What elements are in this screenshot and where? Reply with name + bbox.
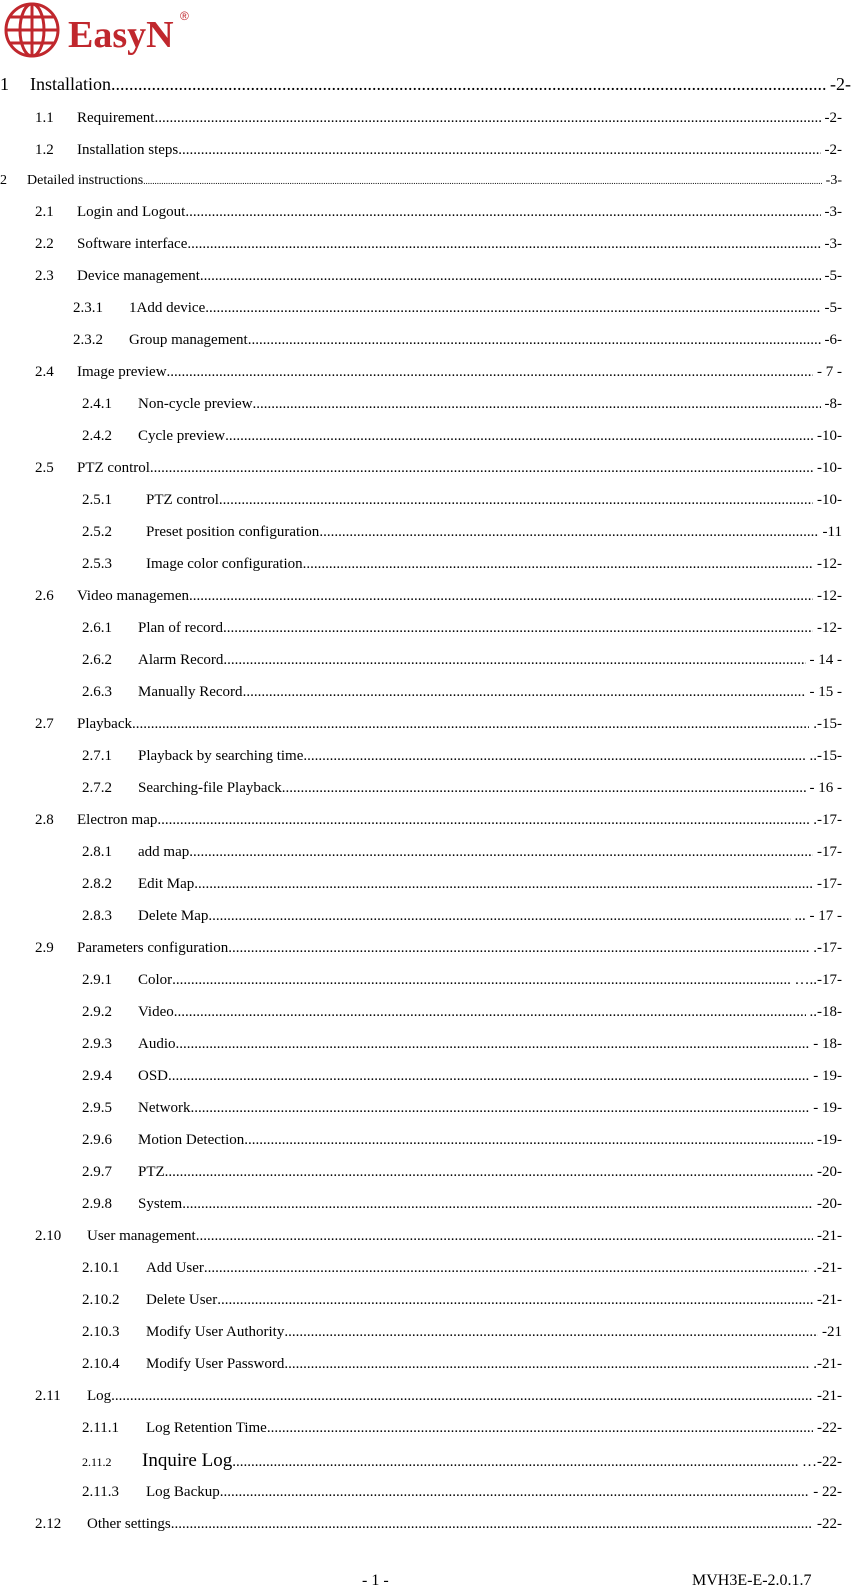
toc-entry-page: .-17- <box>813 940 842 956</box>
toc-entry-title: 1Add device <box>129 300 206 316</box>
toc-entry-title: Add User <box>146 1260 204 1276</box>
toc-entry-page: - 19- <box>813 1100 842 1116</box>
toc-entry[interactable] <box>82 1356 842 1373</box>
toc-entry-page: - 22- <box>813 1484 842 1500</box>
toc-entry[interactable] <box>82 1132 842 1149</box>
toc-entry-title: Video managemen <box>77 588 189 604</box>
toc-entry-number: 2.4.1 <box>82 396 112 412</box>
footer-page-number: - 1 - <box>362 1572 389 1589</box>
toc-entry-number: 2.8.1 <box>82 844 112 860</box>
toc-leader-dots <box>267 1420 813 1437</box>
toc-entry-page: -20- <box>817 1196 842 1212</box>
toc-entry-title: Installation steps <box>77 142 179 158</box>
toc-entry-title: OSD <box>138 1068 169 1084</box>
toc-entry-title: Device management <box>77 268 200 284</box>
toc-entry-number: 2.6.3 <box>82 684 112 700</box>
toc-leader-dots <box>232 1454 798 1471</box>
toc-entry[interactable] <box>82 556 842 573</box>
toc-entry-title: Electron map <box>77 812 158 828</box>
toc-entry-title: Delete User <box>146 1292 218 1308</box>
toc-entry-page: -21 <box>822 1324 842 1340</box>
toc-entry-number: 2.5 <box>35 460 54 476</box>
toc-entry-page: - 7 - <box>817 364 842 380</box>
toc-leader-dots <box>178 142 820 159</box>
toc-entry-number: 2.8.2 <box>82 876 112 892</box>
toc-entry-number: 2.8 <box>35 812 54 828</box>
toc-entry-title: Playback <box>77 716 132 732</box>
toc-entry-number: 2.1 <box>35 204 54 220</box>
toc-entry-number: 2 <box>0 173 7 188</box>
toc-entry-number: 2.9.6 <box>82 1132 112 1148</box>
toc-leader-dots <box>111 1388 813 1405</box>
toc-entry[interactable] <box>82 684 842 701</box>
toc-entry-number: 2.9.4 <box>82 1068 112 1084</box>
toc-leader-dots <box>189 844 813 861</box>
toc-entry-title: Inquire Log <box>142 1450 233 1471</box>
toc-entry-page: -12- <box>817 588 842 604</box>
toc-entry-number: 2.5.2 <box>82 524 112 540</box>
toc-entry-number: 2.5.3 <box>82 556 112 572</box>
svg-text:EasyN: EasyN <box>68 14 174 56</box>
toc-entry[interactable] <box>82 1260 842 1277</box>
toc-entry-page: ..-18- <box>809 1004 842 1020</box>
toc-entry-title: PTZ control <box>146 492 219 508</box>
toc-entry-number: 2.7.2 <box>82 780 112 796</box>
toc-entry[interactable] <box>35 110 842 127</box>
toc-entry[interactable] <box>82 428 842 445</box>
toc-leader-dots <box>253 396 821 413</box>
toc-entry-page: -10- <box>817 428 842 444</box>
toc-entry-page: -17- <box>817 844 842 860</box>
toc-entry-page: - 14 - <box>809 652 842 668</box>
toc-entry-page: -12- <box>817 620 842 636</box>
toc-leader-dots <box>284 1356 809 1373</box>
toc-leader-dots <box>204 1260 809 1277</box>
toc-entry-title: Network <box>138 1100 191 1116</box>
toc-entry-page: .-15- <box>813 716 842 732</box>
toc-entry[interactable] <box>82 908 842 925</box>
toc-entry-title: Alarm Record <box>138 652 224 668</box>
toc-leader-dots <box>303 556 813 573</box>
toc-entry-number: 2.11.1 <box>82 1420 119 1436</box>
toc-entry-title: Software interface <box>77 236 188 252</box>
easyn-logo <box>2 0 202 62</box>
toc-entry-title: Edit Map <box>138 876 195 892</box>
toc-entry[interactable] <box>35 812 842 829</box>
toc-entry-title: Manually Record <box>138 684 243 700</box>
toc-entry-page: -2- <box>830 74 851 94</box>
toc-leader-dots <box>165 1164 813 1181</box>
toc-entry[interactable] <box>82 620 842 637</box>
toc-entry-number: 1.1 <box>35 110 54 126</box>
toc-entry-title: add map <box>138 844 190 860</box>
toc-entry-number: 2.11.2 <box>82 1455 112 1469</box>
toc-leader-dots <box>111 74 826 95</box>
toc-entry-page: -22- <box>817 1420 842 1436</box>
svg-text:®: ® <box>180 9 189 23</box>
toc-entry-page: -5- <box>824 268 842 284</box>
toc-entry[interactable] <box>35 204 842 221</box>
toc-entry-number: 2.9.8 <box>82 1196 112 1212</box>
toc-entry-page: -10- <box>817 492 842 508</box>
toc-entry-page: - 18- <box>813 1036 842 1052</box>
toc-entry-number: 2.7 <box>35 716 54 732</box>
toc-entry[interactable] <box>82 844 842 861</box>
toc-entry[interactable] <box>73 300 842 317</box>
toc-entry[interactable] <box>82 524 842 541</box>
toc-entry-page: -6- <box>824 332 842 348</box>
toc-entry-title: Group management <box>129 332 248 348</box>
toc-entry-page: -3- <box>824 236 842 252</box>
toc-entry-title: Motion Detection <box>138 1132 245 1148</box>
toc-entry[interactable] <box>82 780 842 797</box>
toc-entry[interactable] <box>82 492 842 509</box>
toc-entry-title: Modify User Authority <box>146 1324 285 1340</box>
toc-entry-number: 2.9.3 <box>82 1036 112 1052</box>
toc-leader-dots <box>174 1004 806 1021</box>
toc-leader-dots <box>182 1196 813 1213</box>
toc-entry[interactable] <box>82 972 842 989</box>
toc-entry-page: -20- <box>817 1164 842 1180</box>
toc-entry-number: 2.9.1 <box>82 972 112 988</box>
toc-entry-number: 2.12 <box>35 1516 62 1532</box>
toc-entry[interactable] <box>35 1516 842 1533</box>
toc-entry-page: ... - 17 - <box>794 908 842 924</box>
toc-entry-number: 2.6 <box>35 588 54 604</box>
toc-entry-number: 2.9 <box>35 940 54 956</box>
toc-entry-page: -2- <box>824 110 842 126</box>
toc-leader-dots <box>223 620 813 637</box>
toc-entry-number: 2.10.3 <box>82 1324 120 1340</box>
toc-entry-title: Other settings <box>87 1516 171 1532</box>
toc-entry[interactable] <box>82 876 842 893</box>
toc-leader-dots <box>196 1228 813 1245</box>
toc-entry-page: .-17- <box>813 812 842 828</box>
toc-entry-number: 2.7.1 <box>82 748 112 764</box>
toc-leader-dots <box>185 204 820 221</box>
toc-leader-dots <box>172 972 790 989</box>
toc-entry-number: 2.10.1 <box>82 1260 120 1276</box>
toc-entry[interactable] <box>35 268 842 285</box>
toc-leader-dots <box>191 1100 810 1117</box>
toc-entry[interactable] <box>35 142 842 159</box>
toc-leader-dots <box>200 268 821 285</box>
toc-entry-title: Requirement <box>77 110 155 126</box>
toc-leader-dots <box>205 300 820 317</box>
toc-leader-dots <box>223 652 805 669</box>
toc-entry-number: 2.4.2 <box>82 428 112 444</box>
toc-entry-number: 1 <box>0 74 9 94</box>
toc-entry-number: 2.11.3 <box>82 1484 119 1500</box>
toc-leader-dots <box>189 588 813 605</box>
toc-leader-dots <box>319 524 818 541</box>
toc-entry[interactable] <box>82 1036 842 1053</box>
toc-leader-dots <box>143 176 821 186</box>
toc-entry-title: PTZ <box>138 1164 165 1180</box>
toc-entry-title: Delete Map <box>138 908 209 924</box>
toc-entry-page: .-21- <box>813 1356 842 1372</box>
toc-entry[interactable] <box>82 652 842 669</box>
toc-leader-dots <box>132 716 809 733</box>
toc-entry[interactable] <box>82 1196 842 1213</box>
toc-leader-dots <box>171 1516 813 1533</box>
toc-entry-number: 2.6.2 <box>82 652 112 668</box>
toc-entry-page: - 19- <box>813 1068 842 1084</box>
toc-leader-dots <box>208 908 790 925</box>
toc-entry[interactable] <box>82 1292 842 1309</box>
toc-entry[interactable] <box>82 1004 842 1021</box>
toc-entry[interactable] <box>0 74 851 95</box>
toc-entry-title: Playback by searching time <box>138 748 304 764</box>
toc-entry[interactable] <box>35 940 842 957</box>
toc-entry-number: 2.10.2 <box>82 1292 120 1308</box>
toc-entry-page: -3- <box>824 204 842 220</box>
toc-entry-title: Plan of record <box>138 620 223 636</box>
toc-entry-page: -21- <box>817 1228 842 1244</box>
toc-entry-title: Log <box>87 1388 112 1404</box>
toc-entry-title: Image preview <box>77 364 167 380</box>
toc-entry-title: Log Retention Time <box>146 1420 267 1436</box>
toc-leader-dots <box>194 876 813 893</box>
toc-leader-dots <box>248 332 821 349</box>
toc-entry-page: -12- <box>817 556 842 572</box>
toc-entry[interactable] <box>0 173 842 189</box>
toc-entry-page: …..-17- <box>794 972 842 988</box>
toc-entry[interactable] <box>35 364 842 381</box>
toc-entry[interactable] <box>82 1484 842 1501</box>
toc-entry-number: 2.3.1 <box>73 300 103 316</box>
toc-entry-page: -2- <box>824 142 842 158</box>
toc-entry-title: Login and Logout <box>77 204 186 220</box>
toc-entry[interactable] <box>35 1388 842 1405</box>
toc-entry-number: 1.2 <box>35 142 54 158</box>
toc-entry[interactable] <box>35 1228 842 1245</box>
toc-entry-title: Color <box>138 972 173 988</box>
toc-entry[interactable] <box>82 1100 842 1117</box>
toc-entry[interactable] <box>35 716 842 733</box>
toc-entry-title: Searching-file Playback <box>138 780 282 796</box>
toc-leader-dots <box>217 1292 813 1309</box>
toc-leader-dots <box>284 1324 818 1341</box>
toc-entry-title: Audio <box>138 1036 176 1052</box>
toc-leader-dots <box>244 1132 813 1149</box>
toc-entry-page: .-21- <box>813 1260 842 1276</box>
toc-entry-page: - 15 - <box>809 684 842 700</box>
toc-entry-page: -17- <box>817 876 842 892</box>
toc-entry-title: Modify User Password <box>146 1356 285 1372</box>
toc-leader-dots <box>187 236 820 253</box>
toc-entry-title: Parameters configuration <box>77 940 229 956</box>
toc-entry-number: 2.4 <box>35 364 54 380</box>
toc-leader-dots <box>150 460 813 477</box>
toc-entry-page: …-22- <box>802 1454 842 1470</box>
toc-entry-page: - 16 - <box>809 780 842 796</box>
toc-entry[interactable] <box>82 396 842 413</box>
toc-entry-page: -19- <box>817 1132 842 1148</box>
toc-leader-dots <box>243 684 806 701</box>
toc-entry-title: Installation <box>30 74 111 94</box>
toc-entry-page: -10- <box>817 460 842 476</box>
toc-entry-title: Detailed instructions <box>27 173 144 188</box>
toc-entry-number: 2.9.2 <box>82 1004 112 1020</box>
toc-leader-dots <box>168 1068 809 1085</box>
toc-entry-number: 2.6.1 <box>82 620 112 636</box>
toc-leader-dots <box>154 110 820 127</box>
toc-entry[interactable] <box>82 1420 842 1437</box>
toc-entry-page: -21- <box>817 1292 842 1308</box>
toc-leader-dots <box>167 364 813 381</box>
toc-entry[interactable] <box>82 1164 842 1181</box>
toc-entry[interactable] <box>35 588 842 605</box>
toc-entry-title: Image color configuration <box>146 556 303 572</box>
toc-leader-dots <box>219 492 813 509</box>
toc-entry-number: 2.3 <box>35 268 54 284</box>
toc-entry-page: -21- <box>817 1388 842 1404</box>
toc-entry-number: 2.8.3 <box>82 908 112 924</box>
toc-entry-page: -22- <box>817 1516 842 1532</box>
toc-entry-page: ..-15- <box>809 748 842 764</box>
toc-entry-title: Non-cycle preview <box>138 396 253 412</box>
toc-entry-title: User management <box>87 1228 196 1244</box>
toc-entry-number: 2.11 <box>35 1388 61 1404</box>
footer-doc-version: MVH3E-E-2.0.1.7 <box>692 1572 812 1589</box>
toc-entry-number: 2.10 <box>35 1228 62 1244</box>
toc-entry-title: Preset position configuration <box>146 524 320 540</box>
toc-entry[interactable] <box>73 332 842 349</box>
toc-entry[interactable] <box>35 236 842 253</box>
toc-entry[interactable] <box>82 1068 842 1085</box>
toc-entry-number: 2.2 <box>35 236 54 252</box>
toc-entry[interactable] <box>82 748 842 765</box>
toc-leader-dots <box>228 940 809 957</box>
toc-entry-title: PTZ control <box>77 460 150 476</box>
toc-entry-page: -8- <box>824 396 842 412</box>
toc-entry-number: 2.9.7 <box>82 1164 112 1180</box>
toc-leader-dots <box>303 748 805 765</box>
toc-entry-title: Video <box>138 1004 174 1020</box>
toc-entry-number: 2.9.5 <box>82 1100 112 1116</box>
toc-leader-dots <box>225 428 813 445</box>
toc-entry-page: -5- <box>824 300 842 316</box>
toc-entry-number: 2.5.1 <box>82 492 112 508</box>
toc-leader-dots <box>220 1484 810 1501</box>
toc-entry[interactable] <box>82 1450 842 1472</box>
toc-entry-page: -11 <box>822 524 842 540</box>
toc-entry-page: -3- <box>825 173 842 188</box>
toc-leader-dots <box>282 780 806 797</box>
toc-entry[interactable] <box>82 1324 842 1341</box>
toc-entry[interactable] <box>35 460 842 477</box>
toc-leader-dots <box>157 812 809 829</box>
toc-entry-number: 2.10.4 <box>82 1356 120 1372</box>
toc-entry-title: Log Backup <box>146 1484 220 1500</box>
toc-entry-title: System <box>138 1196 183 1212</box>
toc-entry-number: 2.3.2 <box>73 332 103 348</box>
toc-leader-dots <box>176 1036 810 1053</box>
toc-entry-title: Cycle preview <box>138 428 226 444</box>
